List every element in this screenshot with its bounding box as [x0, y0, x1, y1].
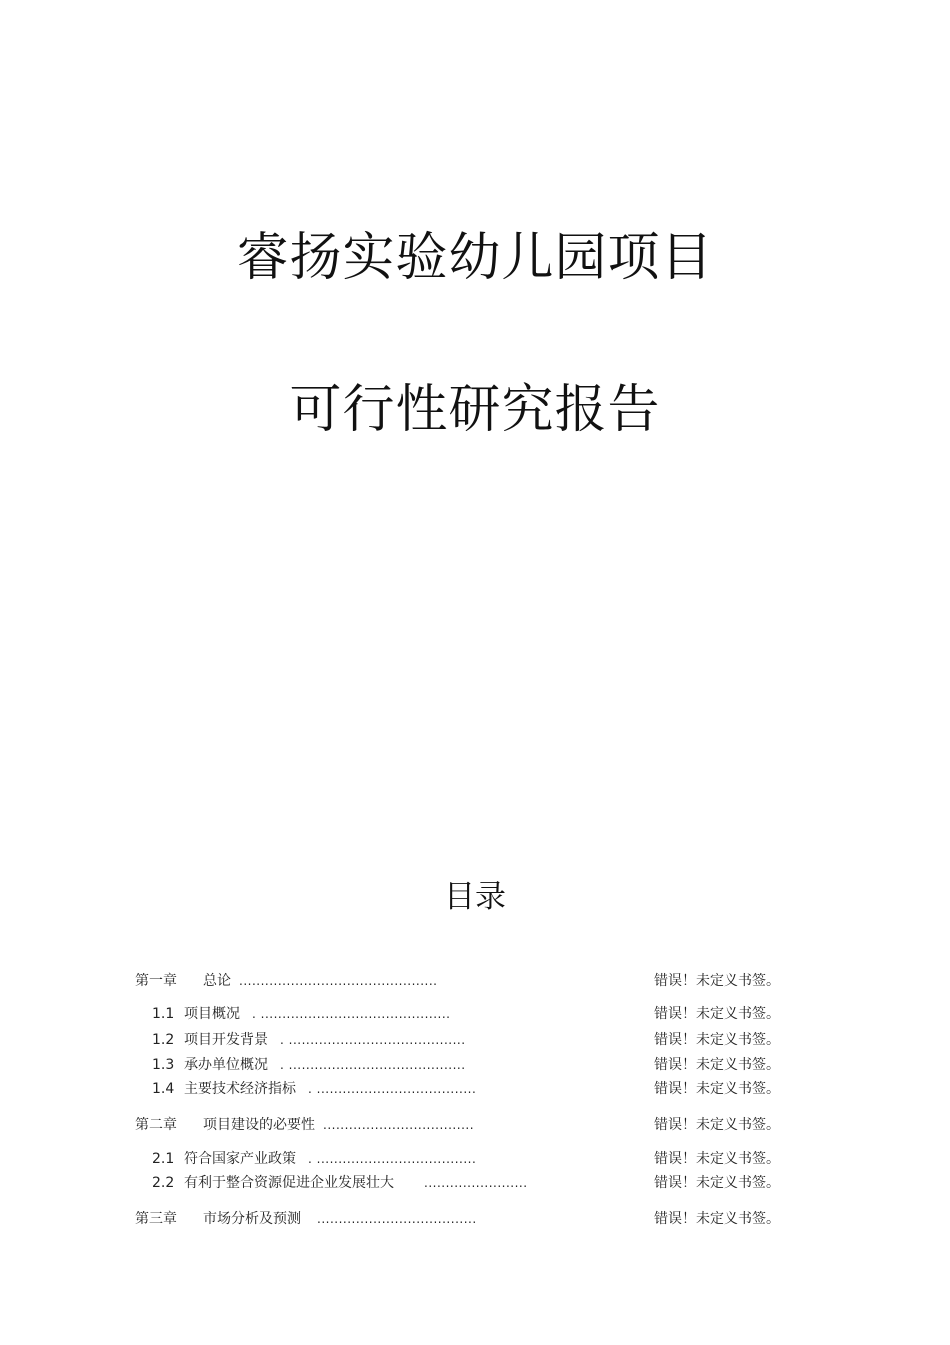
toc-leader-dots: . ............................................ — [252, 1007, 451, 1021]
toc-entry-number: 1.1 — [152, 1006, 175, 1022]
toc-leader-dots: ................................... — [323, 1118, 475, 1132]
document-title-line-1: 睿扬实验幼儿园项目 — [236, 228, 714, 288]
toc-leader-dots: .............................................. — [239, 974, 438, 988]
toc-entry-title: 项目开发背景 — [184, 1032, 268, 1048]
toc-entry[interactable] — [152, 1030, 780, 1050]
toc-entry-page-ref: 错误！未定义书签。 — [654, 1151, 780, 1167]
toc-entry-page-ref: 错误！未定义书签。 — [654, 1081, 780, 1097]
toc-entry-title: 有利于整合资源促进企业发展壮大 — [184, 1175, 394, 1191]
document-title-line-2: 可行性研究报告 — [289, 380, 661, 440]
toc-entry[interactable] — [152, 1173, 780, 1193]
toc-entry-number: 第一章 — [135, 973, 177, 989]
toc-entry-number: 2.1 — [152, 1151, 175, 1167]
toc-leader-dots: . ......................................... — [280, 1058, 466, 1072]
toc-entry-page-ref: 错误！未定义书签。 — [654, 1175, 780, 1191]
toc-heading: 目录 — [444, 879, 506, 915]
toc-entry[interactable] — [152, 1055, 780, 1075]
toc-entry-number: 1.3 — [152, 1057, 175, 1073]
toc-entry-number: 2.2 — [152, 1175, 175, 1191]
toc-entry-number: 第三章 — [135, 1211, 177, 1227]
toc-entry[interactable] — [135, 971, 780, 991]
toc-entry-number: 1.2 — [152, 1032, 175, 1048]
toc-leader-dots: . ......................................... — [280, 1033, 466, 1047]
toc-leader-dots: . ..................................... — [308, 1082, 477, 1096]
toc-entry-page-ref: 错误！未定义书签。 — [654, 1117, 780, 1133]
toc-entry-page-ref: 错误！未定义书签。 — [654, 973, 780, 989]
toc-entry-title: 项目建设的必要性 — [203, 1117, 315, 1133]
toc-entry-page-ref: 错误！未定义书签。 — [654, 1211, 780, 1227]
toc-entry-number: 第二章 — [135, 1117, 177, 1133]
toc-entry-title: 总论 — [203, 973, 231, 989]
toc-entry-title: 符合国家产业政策 — [184, 1151, 296, 1167]
toc-entry-title: 项目概况 — [184, 1006, 240, 1022]
toc-entry-page-ref: 错误！未定义书签。 — [654, 1006, 780, 1022]
toc-entry[interactable] — [135, 1209, 780, 1229]
toc-entry-page-ref: 错误！未定义书签。 — [654, 1032, 780, 1048]
toc-entry[interactable] — [152, 1079, 780, 1099]
toc-leader-dots: ........................ — [424, 1176, 528, 1190]
toc-leader-dots: ..................................... — [317, 1212, 477, 1226]
toc-entry-title: 主要技术经济指标 — [184, 1081, 296, 1097]
toc-entry-title: 承办单位概况 — [184, 1057, 268, 1073]
toc-leader-dots: . ..................................... — [308, 1152, 477, 1166]
toc-entry[interactable] — [152, 1149, 780, 1169]
toc-entry[interactable] — [135, 1115, 780, 1135]
toc-entry-page-ref: 错误！未定义书签。 — [654, 1057, 780, 1073]
toc-entry-title: 市场分析及预测 — [203, 1211, 301, 1227]
toc-entry[interactable] — [152, 1004, 780, 1024]
toc-entry-number: 1.4 — [152, 1081, 175, 1097]
